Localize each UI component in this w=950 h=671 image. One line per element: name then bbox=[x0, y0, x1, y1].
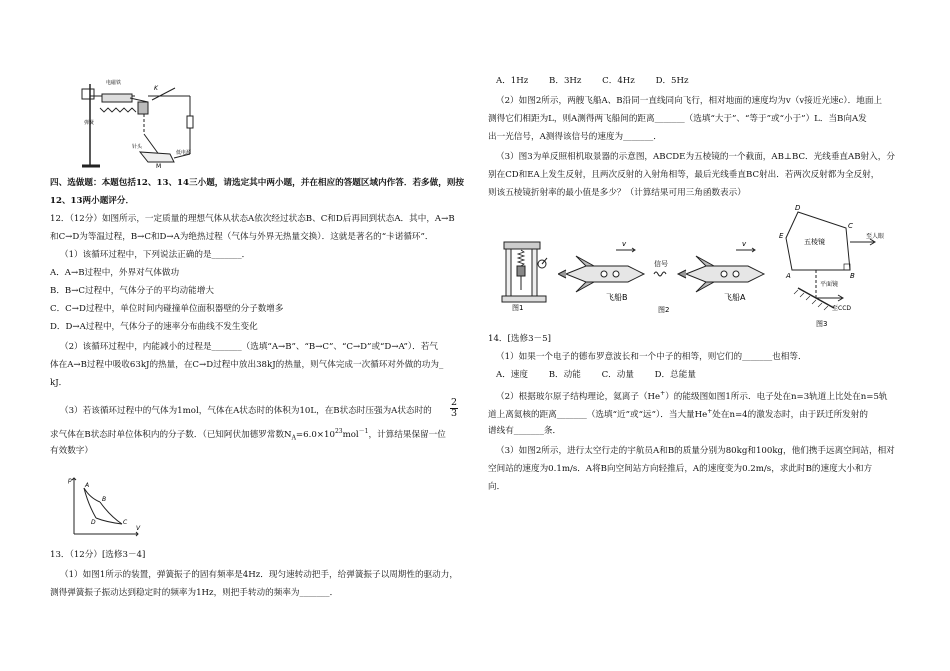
fig-label-k: K bbox=[154, 85, 158, 92]
fig-label-magnet: 电磁铁 bbox=[106, 80, 122, 86]
q13-option-a: A．1Hz bbox=[496, 76, 529, 86]
q12-sub2-line-1: （2）该循环过程中，内能减小的过程是_______（选填“A→B”、“B→C”、“C→D”或“D→A”）．若气 bbox=[60, 342, 438, 352]
q13-options bbox=[496, 76, 689, 88]
fraction-two-thirds bbox=[450, 398, 458, 420]
q14-sub3-line-3: 向． bbox=[488, 482, 506, 492]
section-four-line-2: 12、13两小题评分． bbox=[50, 196, 135, 206]
ship-a-label: 飞船A bbox=[724, 293, 746, 302]
q13-sub1-line-2: 测得弹簧振子振动达到稳定时的频率为1Hz，则把手转动的频率为_______． bbox=[50, 588, 339, 598]
q12-sub2-line-3: kJ． bbox=[50, 378, 68, 388]
spaceship-b bbox=[558, 256, 644, 292]
mirror-label: 平面镜 bbox=[820, 281, 839, 288]
q14-sub2-line-3: 谱线有_______条． bbox=[488, 426, 562, 436]
q14-line-1: 14．[选修3－5] bbox=[488, 334, 551, 344]
q13-option-d: D．5Hz bbox=[655, 76, 689, 86]
q13-option-b: B．3Hz bbox=[549, 76, 582, 86]
pv-point-d: D bbox=[91, 519, 96, 526]
figure-3-label: 图3 bbox=[816, 320, 828, 328]
fig-label-spring: 弹簧 bbox=[84, 120, 95, 126]
prism-vertex-b: B bbox=[850, 272, 855, 280]
figure-2-label: 图2 bbox=[658, 306, 670, 314]
q14-sub2-line-2: 道上离氦核的距离_______（选填“近”或“远”）．当大量He+处在n=4的激发态时，由于跃迁所发射的 bbox=[488, 408, 868, 420]
q14-sub3-line-1: （3）如图2所示，进行太空行走的宇航员A和B的质量分别为80kg和100kg，他们携手远离空间站，相对 bbox=[496, 446, 895, 456]
prism-label: 五棱镜 bbox=[804, 238, 825, 246]
fraction-numerator: 2 bbox=[451, 397, 458, 408]
prism-vertex-d: D bbox=[795, 204, 801, 212]
electromagnet-apparatus-figure bbox=[70, 74, 210, 170]
q13-sub2-line-1: （2）如图2所示，两艘飞船A、B沿同一直线同向飞行，相对地面的速度均为v（v接近光速c）．地面上 bbox=[496, 96, 883, 106]
to-ccd-label: 至CCD bbox=[832, 305, 851, 312]
ship-a-velocity-label: v bbox=[742, 240, 747, 248]
fraction-denominator: 3 bbox=[451, 408, 458, 420]
pv-point-a: A bbox=[85, 482, 90, 489]
q14-option-b: B．动能 bbox=[548, 370, 581, 380]
q14-options bbox=[496, 370, 696, 382]
q14-sub2-line-1: （2）根据玻尔原子结构理论，氦离子（He+）的能级图如图1所示．电子处在n=3轨道上比处在n=5轨 bbox=[496, 390, 888, 402]
q12-option-d: D．D→A过程中，气体分子的速率分布曲线不发生变化 bbox=[50, 322, 258, 332]
q12-line-2: 和C→D为等温过程，B→C和D→A为绝热过程（气体与外界无热量交换）．这就是著名的“卡诺循环”． bbox=[50, 232, 434, 242]
spaceships-figure bbox=[558, 238, 788, 318]
q13-option-c: C．4Hz bbox=[602, 76, 635, 86]
ship-b-velocity-label: v bbox=[622, 240, 627, 248]
q14-option-a: A．速度 bbox=[496, 370, 528, 380]
q14-sub3-line-2: 空间站的速度为0.1m/s．A将B向空间站方向轻推后，A的速度变为0.2m/s，求此时B的速度大小和方 bbox=[488, 464, 873, 474]
prism-vertex-c: C bbox=[848, 222, 853, 230]
q12-sub3-line-1 bbox=[60, 406, 432, 418]
q13-sub3-line-2: 别在CD和EA上发生反射，且两次反射的入射角相等，最后光线垂直BC射出．若两次反射都为全反射， bbox=[488, 170, 880, 180]
q13-sub3-line-3: 则该五棱镜折射率的最小值是多少？（计算结果可用三角函数表示） bbox=[488, 188, 746, 198]
q12-option-c: C．C→D过程中，单位时间内碰撞单位面积器壁的分子数增多 bbox=[50, 304, 284, 314]
q12-sub1: （1）该循环过程中，下列说法正确的是_______． bbox=[60, 250, 251, 260]
q14-option-c: C．动量 bbox=[601, 370, 634, 380]
q12-sub3-line-3: 有效数字） bbox=[50, 446, 93, 456]
q14-option-d: D．总能量 bbox=[654, 370, 696, 380]
q12-option-a: A．A→B过程中，外界对气体做功 bbox=[50, 268, 180, 278]
pentaprism-figure bbox=[778, 198, 904, 330]
fig-label-needle: 针头 bbox=[132, 144, 143, 150]
spaceship-a bbox=[678, 256, 764, 292]
q12-sub2-line-2: 体在A→B过程中吸收63kJ的热量，在C→D过程中放出38kJ的热量，则气体完成一次循环对外做的功为_ bbox=[50, 360, 444, 370]
prism-vertex-e: E bbox=[779, 232, 784, 240]
section-four-line-1: 四、选做题：本题包括12、13、14三小题，请选定其中两小题，并在相应的答题区域内作答．若多做，则按 bbox=[50, 178, 465, 188]
spring-oscillator-figure bbox=[500, 238, 550, 312]
pv-point-c: C bbox=[123, 519, 128, 526]
q13-sub3-line-1: （3）图3为单反照相机取景器的示意图，ABCDE为五棱镜的一个截面，AB⊥BC．光线垂直AB射入，分 bbox=[496, 152, 895, 162]
ship-b-label: 飞船B bbox=[606, 293, 628, 302]
q12-line-1: 12．（12分）如图所示，一定质量的理想气体从状态A依次经过状态B、C和D后再回到状态A．其中，A→B bbox=[50, 214, 455, 224]
fig-label-m: M bbox=[156, 163, 162, 170]
pv-axis-v: V bbox=[136, 525, 141, 532]
q14-sub1: （1）如果一个电子的德布罗意波长和一个中子的相等，则它们的_______也相等． bbox=[496, 352, 807, 362]
carnot-pv-diagram bbox=[66, 474, 142, 540]
q12-sub3-line-2: 求气体在B状态时单位体积内的分子数．（已知阿伏加德罗常数$N_A=6.0\times 10^{23}mol^{-1}$，计算结果保留一位 bbox=[50, 428, 446, 442]
fig-label-power: 低电源 bbox=[176, 150, 192, 156]
q13-sub1-line-1: （1）如图1所示的装置，弹簧振子的固有频率是4Hz．现匀速转动把手，给弹簧振子以周期性的驱动力， bbox=[60, 570, 458, 580]
q13-sub2-line-2: 测得它们相距为L，则A测得两飞船间的距离_______（选填“大于”、“等于”或“小于”）L．当B向A发 bbox=[488, 114, 867, 124]
signal-label: 信号 bbox=[654, 260, 668, 268]
figure-1-label: 图1 bbox=[512, 304, 524, 312]
prism-vertex-a: A bbox=[786, 272, 791, 280]
q13-sub2-line-3: 出一光信号，A测得该信号的速度为_______． bbox=[488, 132, 662, 142]
q13-line-1: 13．（12分）[选修3－4] bbox=[50, 550, 146, 560]
pv-point-b: B bbox=[102, 496, 107, 503]
to-eye-label: 至人眼 bbox=[866, 233, 885, 240]
pv-axis-p: p bbox=[68, 477, 72, 484]
q12-option-b: B．B→C过程中，气体分子的平均动能增大 bbox=[50, 286, 214, 296]
q12-sub3-text: （3）若该循环过程中的气体为1mol，气体在A状态时的体积为10L，在B状态时压强为A状态时的 bbox=[60, 406, 432, 416]
